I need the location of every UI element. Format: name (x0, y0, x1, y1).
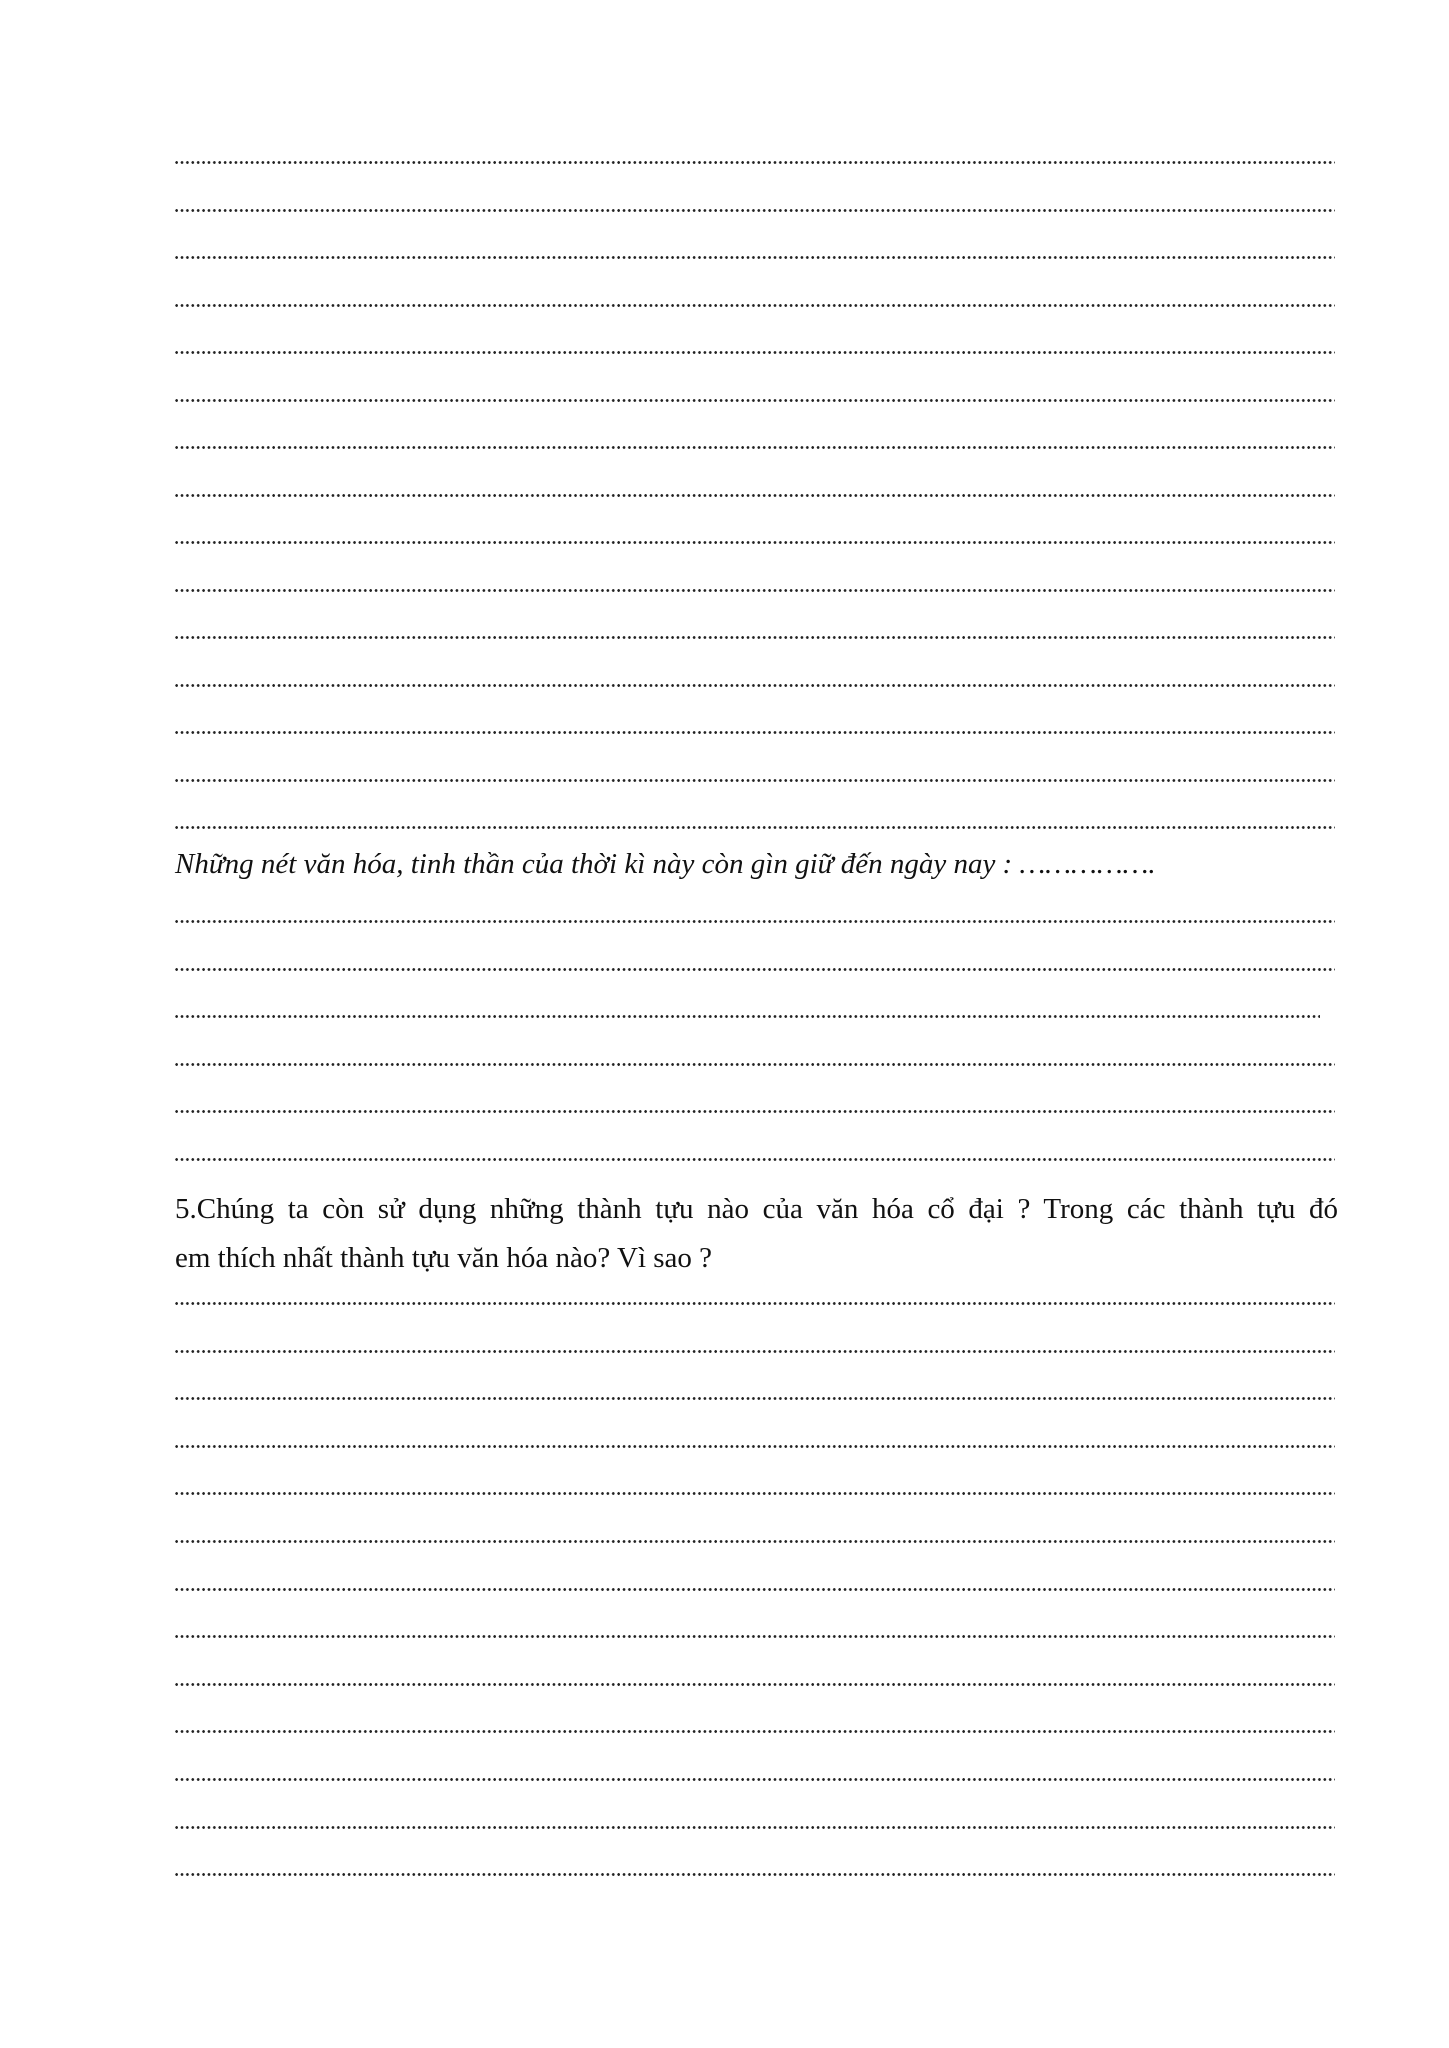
answer-line[interactable] (175, 826, 1335, 829)
answer-line[interactable] (175, 209, 1335, 212)
answer-line[interactable] (175, 1730, 1335, 1733)
answer-line[interactable] (175, 304, 1335, 307)
answer-line[interactable] (175, 1110, 1335, 1113)
answer-line[interactable] (175, 1635, 1335, 1638)
question-5-line-1: 5.Chúng ta còn sử dụng những thành tựu nào của văn hóa cổ đại ? Trong các thành tựu đó (175, 1193, 1338, 1225)
answer-line[interactable] (175, 1778, 1335, 1781)
answer-line[interactable] (175, 920, 1335, 923)
answer-line[interactable] (175, 161, 1335, 164)
answer-line[interactable] (175, 1350, 1335, 1353)
answer-line[interactable] (175, 351, 1335, 354)
answer-line[interactable] (175, 1158, 1335, 1161)
answer-line[interactable] (175, 541, 1335, 544)
answer-line[interactable] (175, 1445, 1335, 1448)
answer-line[interactable] (175, 779, 1335, 782)
answer-line[interactable] (175, 1826, 1335, 1829)
answer-line[interactable] (175, 1540, 1335, 1543)
culture-prompt: Những nét văn hóa, tinh thần của thời kì này còn gìn giữ đến ngày nay : ……………. (175, 848, 1156, 880)
answer-line[interactable] (175, 399, 1335, 402)
answer-line[interactable] (175, 1588, 1335, 1591)
answer-line[interactable] (175, 1873, 1335, 1876)
answer-line[interactable] (175, 1063, 1335, 1066)
answer-line[interactable] (175, 968, 1335, 971)
answer-line[interactable] (175, 636, 1335, 639)
answer-line[interactable] (175, 684, 1335, 687)
question-5-line-2: em thích nhất thành tựu văn hóa nào? Vì sao ? (175, 1242, 713, 1274)
answer-line[interactable] (175, 1015, 1320, 1018)
answer-line[interactable] (175, 589, 1335, 592)
answer-line[interactable] (175, 1683, 1335, 1686)
answer-line[interactable] (175, 1492, 1335, 1495)
answer-line[interactable] (175, 731, 1335, 734)
answer-line[interactable] (175, 1397, 1335, 1400)
answer-line[interactable] (175, 1302, 1335, 1305)
answer-line[interactable] (175, 446, 1335, 449)
answer-line[interactable] (175, 256, 1335, 259)
answer-line[interactable] (175, 494, 1335, 497)
